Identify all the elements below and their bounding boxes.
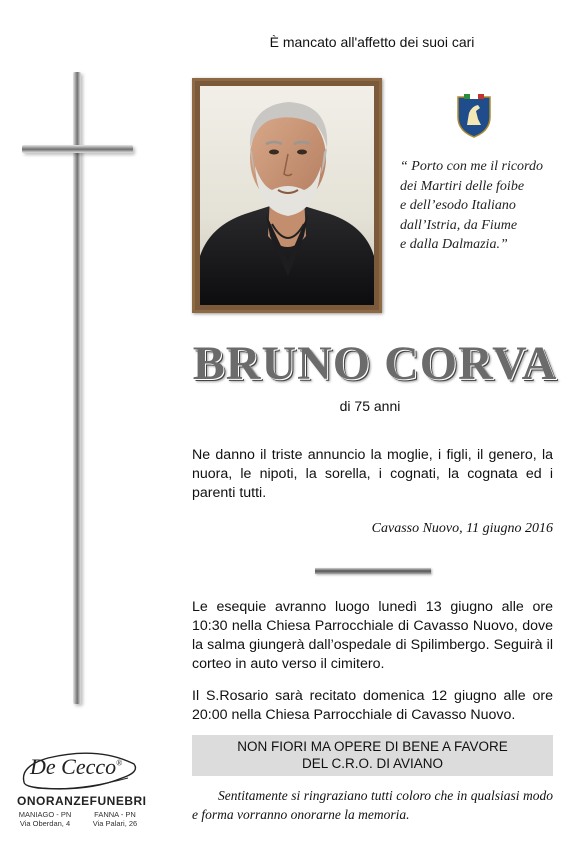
logo-location-1-address: Via Oberdan, 4	[19, 819, 71, 828]
logo-location-2-town: FANNA - PN	[94, 810, 136, 819]
intro-text: È mancato all'affetto dei suoi cari	[269, 34, 475, 50]
place-date: Cavasso Nuovo, 11 giugno 2016	[371, 521, 553, 536]
logo-location-2-address: Via Palari, 26	[92, 819, 138, 828]
funeral-paragraph: Le esequie avranno luogo lunedì 13 giugno alle ore 10:30 nella Chiesa Parrocchiale di Cavasso Nuovo, dove la salma giungerà dall’ospedale di Spilimbergo. Seguirà il corteo in auto verso il cimitero.	[192, 599, 553, 672]
shield-crest-icon	[456, 93, 492, 139]
cross-icon-horizontal	[22, 145, 133, 153]
deceased-age: di 75 anni	[339, 398, 401, 414]
quote-line: dei Martiri delle foibe	[400, 178, 525, 194]
banner-line-1: NON FIORI MA OPERE DI BENE A FAVORE	[237, 739, 508, 754]
deceased-name: BRUNO CORVA	[192, 337, 558, 390]
logo-word-2: FUNEBRI	[89, 794, 147, 808]
logo-location-1	[14, 810, 76, 828]
banner-line-2: DEL C.R.O. DI AVIANO	[301, 756, 444, 771]
quote-line: “ Porto con me il ricordo	[400, 159, 543, 174]
logo-brand	[30, 754, 140, 780]
logo-trademark: ®	[116, 758, 123, 768]
announcement-paragraph: Ne danno il triste annuncio la moglie, i figli, il genero, la nuora, le nipoti, la sorella, i cognati, la cognata ed i parenti tutti.	[192, 447, 553, 501]
logo-word-1: ONORANZE	[17, 794, 90, 808]
donation-banner	[192, 735, 553, 776]
portrait-illustration	[200, 86, 374, 305]
memorial-quote	[400, 157, 560, 255]
quote-line: dall’Istria, da Fiume	[400, 217, 518, 233]
logo-title	[17, 794, 147, 808]
quote-line: e dell’esodo Italiano	[400, 198, 516, 213]
thanks-paragraph: Sentitamente si ringraziano tutti coloro che in qualsiasi modo e forma vorranno onorarne la memoria.	[192, 788, 553, 822]
logo-brand-name: De Cecco	[30, 754, 117, 779]
rosary-paragraph: Il S.Rosario sarà recitato domenica 12 giugno alle ore 20:00 nella Chiesa Parrocchiale di Cavasso Nuovo.	[192, 688, 553, 723]
quote-line: e dalla Dalmazia.”	[400, 237, 508, 252]
cross-icon-vertical	[73, 72, 81, 704]
logo-location-2	[84, 810, 146, 828]
logo-location-1-town: MANIAGO - PN	[18, 810, 72, 819]
portrait-photo	[192, 78, 382, 313]
divider-bar	[315, 568, 431, 574]
